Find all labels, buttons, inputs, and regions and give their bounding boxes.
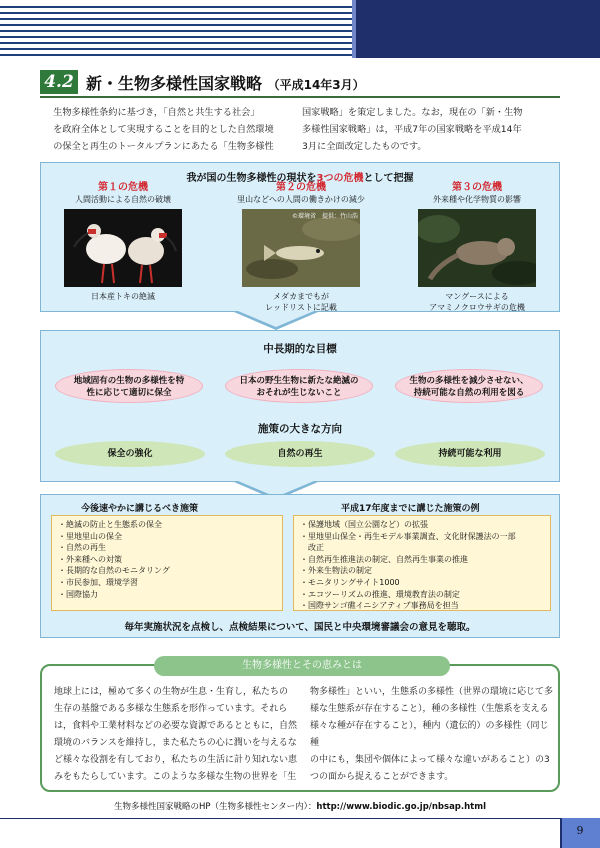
- footer-band: [0, 818, 600, 848]
- bio-line: 様な生態系が存在すること），種の多様性（生態系を支える: [310, 704, 549, 714]
- list-item: ・モニタリングサイト1000: [300, 577, 400, 587]
- photo-credit: ©環境省 提供：竹山浩: [291, 213, 358, 220]
- intro-line: 多様性国家戦略」は，平成7年の国家戦略を平成14年: [302, 124, 522, 135]
- crested-ibis-photo: [64, 209, 182, 287]
- section-heading: [40, 70, 560, 98]
- bio-line: みをもたらしています。このような多様な生物の世界を「生: [54, 772, 297, 782]
- list-item: ・長期的な自然のモニタリング: [58, 566, 170, 576]
- crisis-caption: 日本産トキの絶滅: [91, 292, 155, 301]
- footer-reference: [0, 800, 600, 812]
- list-item: ・里地里山の保全: [58, 531, 122, 541]
- header-stripe: [0, 18, 352, 20]
- crisis-2: [221, 181, 381, 313]
- review-statement: 毎年実施状況を点検し、点検結果について、国民と中央環境審議会の意見を聴取。: [124, 622, 476, 633]
- intro-line: 3月に全面改定したものです。: [302, 141, 427, 152]
- page-number: 9: [576, 824, 584, 837]
- intro-line: 生物多様性条約に基づき，「自然と共生する社会」: [53, 107, 260, 118]
- list-item: ・国際協力: [58, 589, 98, 599]
- bio-line: は，食料や工業材料などの必要な資源であるとともに，自然: [54, 721, 298, 731]
- biodiversity-text-right: [310, 684, 554, 786]
- medaka-photo: [242, 209, 360, 287]
- measures-left-list: [51, 515, 283, 611]
- biodiversity-text-left: [54, 684, 304, 786]
- bio-line: 生存の基盤である多様な生態系を形作っています。それら: [54, 704, 288, 714]
- bio-line: 地球上には，極めて多くの生物が生息・生育し，私たちの: [54, 687, 289, 697]
- flow-arrow-inner: [238, 311, 314, 327]
- list-item: ・外来生物法の制定: [300, 566, 372, 576]
- measures-panel: [40, 494, 560, 638]
- crisis-caption: [397, 291, 557, 313]
- medaka-illustration: [242, 209, 360, 287]
- measures-right-list: [293, 515, 551, 611]
- goal-oval: [395, 369, 543, 403]
- header-stripe: [0, 6, 352, 8]
- intro-line: を政府全体として実現することを目的とした自然環境: [53, 124, 274, 135]
- crisis-sub: 外来種や化学物質の影響: [433, 195, 521, 204]
- goal-line: 日本の野生生物に新たな絶滅の: [239, 376, 359, 386]
- crisis-sub: 人間活動による自然の破壊: [75, 195, 171, 204]
- goal-line: 地域固有の生物の多様性を特: [73, 376, 185, 386]
- header-band: [0, 0, 600, 58]
- ibis-illustration: [64, 209, 182, 287]
- section-number: 4.2: [40, 70, 78, 94]
- intro-left: [44, 104, 282, 155]
- list-item: ・市民参加、環境学習: [58, 577, 138, 587]
- list-item: ・自然の再生: [58, 543, 106, 553]
- header-stripe: [0, 30, 352, 32]
- mongoose-illustration: [418, 209, 536, 287]
- bio-line: の中にも，集団や個体によって様々な違いがあること）の3: [310, 755, 550, 765]
- goal-oval: [55, 369, 203, 403]
- goal-line: 持続可能な自然の利用を図る: [413, 388, 525, 398]
- crisis-head: 第２の危機: [276, 182, 326, 193]
- crisis-title-pre: 我が国の生物多様性の現状を: [186, 173, 317, 184]
- header-stripe: [0, 54, 352, 56]
- crisis-caption-line: マングースによる: [445, 292, 509, 301]
- footer-line: [0, 818, 560, 819]
- goal-line: 生物の多様性を減少させない、: [409, 376, 529, 386]
- header-navy-block: [352, 0, 600, 58]
- crisis-caption-line: アマミノクロウサギの危機: [429, 303, 525, 312]
- header-navy-edge: [352, 0, 356, 58]
- bio-line: 様々な種が存在すること），種内（遺伝的）の多様性（同じ種: [310, 721, 549, 748]
- crisis-3: [397, 181, 557, 313]
- measures-left-title: 今後速やかに講じるべき施策: [81, 504, 199, 514]
- crisis-caption-line: レッドリストに記載: [265, 303, 337, 312]
- crisis-title-red: 3つの危機: [316, 173, 364, 184]
- header-stripe: [0, 12, 352, 14]
- section-subtitle: （平成14年3月）: [267, 78, 365, 92]
- section-title: [86, 71, 365, 94]
- bio-line: 物多様性」といい，生態系の多様性（世界の環境に応じて多: [310, 687, 554, 697]
- list-item: ・外来種への対策: [58, 554, 122, 564]
- list-item: ・自然再生推進法の制定、自然再生事業の推進: [300, 554, 468, 564]
- biodiversity-title: 生物多様性とその恵みとは: [154, 656, 450, 676]
- crisis-1: [43, 181, 203, 302]
- bio-line: ど様々な役割を有しており，私たちの生活に計り知れない恵: [54, 755, 298, 765]
- header-stripe: [0, 48, 352, 50]
- measures-right-title: 平成17年度までに講じた施策の例: [341, 504, 480, 514]
- list-item: ・エコツーリズムの推進、環境教育法の制定: [300, 589, 460, 599]
- goals-title: 中長期的な目標: [263, 343, 337, 355]
- goal-line: 性に応じて適切に保全: [86, 388, 172, 398]
- direction-title: 施策の大きな方向: [258, 423, 342, 435]
- crisis-title-post: として把握: [363, 173, 414, 184]
- crisis-sub: 里山などへの人間の働きかけの減少: [237, 195, 365, 204]
- crisis-head: 第１の危機: [98, 182, 148, 193]
- header-stripe: [0, 36, 352, 38]
- intro-right: [302, 104, 554, 155]
- crisis-caption: [221, 291, 381, 313]
- header-stripe: [0, 42, 352, 44]
- goal-line: おそれが生じないこと: [256, 388, 342, 398]
- bio-line: つの面から捉えることができます。: [310, 772, 454, 782]
- mongoose-photo: [418, 209, 536, 287]
- list-item: ・里地里山保全・再生モデル事業調査、文化財保護法の一部: [300, 531, 516, 541]
- section-title-text: 新・生物多様性国家戦略: [86, 74, 263, 93]
- goal-oval: [225, 369, 373, 403]
- footer-url-link[interactable]: http://www.biodic.go.jp/nbsap.html: [316, 802, 487, 812]
- goals-panel: [40, 330, 560, 482]
- direction-pill: 自然の再生: [225, 441, 375, 467]
- intro-line: 国家戦略」を策定しました。なお，現在の「新・生物: [302, 107, 523, 118]
- list-item: ・国際サンゴ礁イニシアティブ事務局を担当: [300, 601, 459, 611]
- intro-line: の保全と再生のトータルプランにあたる「生物多様性: [53, 141, 274, 152]
- direction-pill: 保全の強化: [55, 441, 205, 467]
- biodiversity-box: [40, 660, 560, 792]
- crisis-panel: [40, 162, 560, 312]
- header-stripe: [0, 24, 352, 26]
- list-item: ・絶滅の防止と生態系の保全: [58, 520, 162, 529]
- bio-line: 環境のバランスを維持し，また私たちの心に潤いを与えるな: [54, 738, 297, 748]
- direction-pill: 持続可能な利用: [395, 441, 545, 467]
- crisis-caption-line: メダカまでもが: [273, 292, 329, 301]
- crisis-head: 第３の危機: [452, 182, 502, 193]
- footer-label: 生物多様性国家戦略のHP（生物多様性センター内）：: [113, 802, 317, 812]
- list-item: 改正: [300, 543, 324, 553]
- list-item: ・保護地域（国立公園など）の拡張: [300, 520, 428, 529]
